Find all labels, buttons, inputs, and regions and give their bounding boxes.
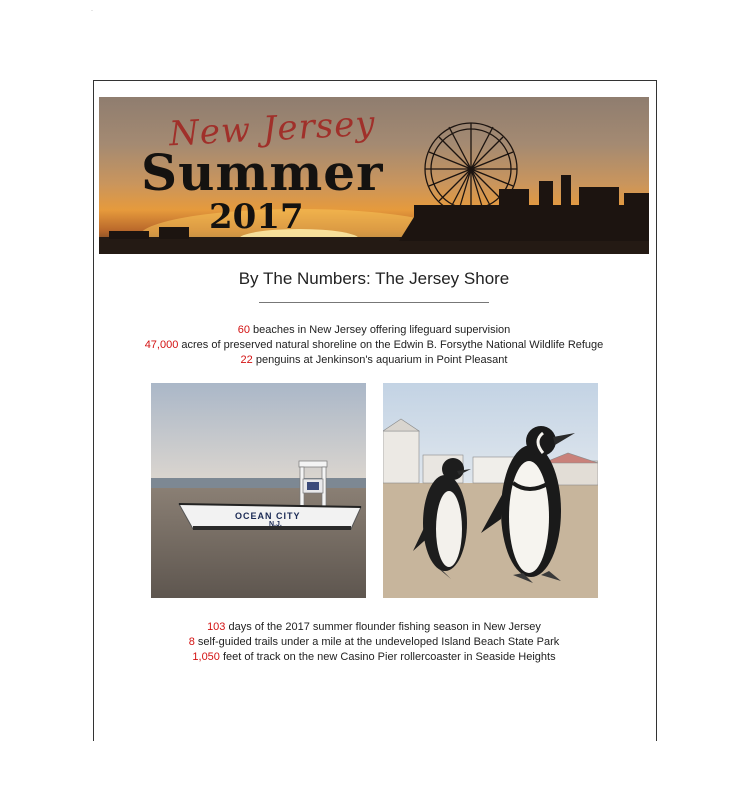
banner-script-title: New Jersey (168, 103, 377, 155)
banner-year: 2017 (209, 197, 304, 237)
fact-text: penguins at Jenkinson's aquarium in Point Pleasant (252, 354, 508, 366)
fact-line (99, 635, 649, 650)
boat-sublettering: N.J. (269, 521, 282, 528)
facts-list-bottom (99, 620, 649, 665)
fact-number: 60 (237, 324, 250, 336)
page-title: By The Numbers: The Jersey Shore (238, 269, 510, 288)
fact-text: beaches in New Jersey offering lifeguard supervision (249, 324, 511, 336)
fact-number: 103 (207, 621, 226, 633)
fact-number: 8 (188, 636, 195, 648)
fact-text: acres of preserved natural shoreline on the Edwin B. Forsythe National Wildlife Refuge (178, 339, 604, 351)
fact-text: days of the 2017 summer flounder fishing season in New Jersey (225, 621, 541, 633)
fact-number: 47,000 (144, 339, 179, 351)
facts-list-top (99, 323, 649, 368)
fact-text: self-guided trails under a mile at the undeveloped Island Beach State Park (194, 636, 560, 648)
fact-line (99, 338, 649, 353)
fact-line (99, 650, 649, 665)
fact-number: 22 (240, 354, 253, 366)
stray-mark: · (91, 8, 93, 14)
fact-line (99, 323, 649, 338)
header-banner (99, 97, 649, 254)
boat-lettering: OCEAN CITY (235, 511, 301, 521)
fact-line (99, 353, 649, 368)
fact-number: 1,050 (192, 651, 220, 663)
fact-line (99, 620, 649, 635)
fact-text: feet of track on the new Casino Pier rollercoaster in Seaside Heights (219, 651, 556, 663)
lifeboat-photo (151, 383, 366, 598)
penguins-photo (383, 383, 598, 598)
title-divider (259, 302, 489, 303)
banner-main-title: Summer (141, 143, 384, 202)
